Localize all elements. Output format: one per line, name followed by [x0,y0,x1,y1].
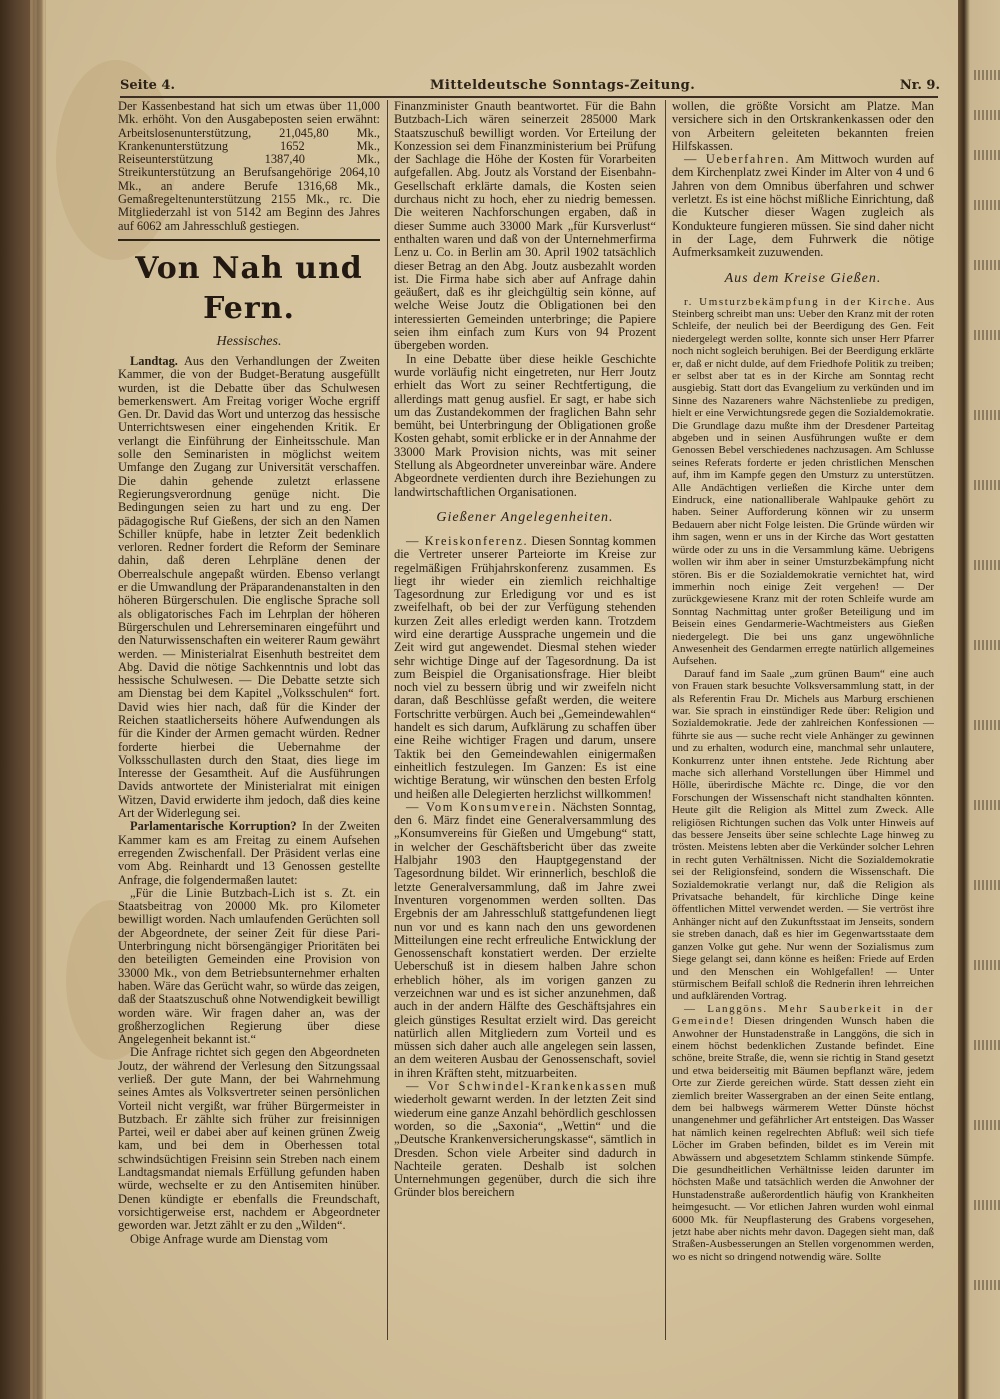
article-text: Aus Steinberg schreibt man uns: Ueber den Kranz mit der roten Schleife, der neulich bei der Beerdigung des Gen. Feit niedergelegt werden sollte, konnte sich unser Herr Pfarrer noch nicht sogleich beruhigen. Bei der Beerdigung erklärte er, daß er nicht dulde, auf dem Friedhofe Politik zu treiben; er selbst aber tat es in der Kirche am Sonntag recht ausgiebig. Statt dort das Evangelium zu verkünden und im Sinne des Nazareners wahre Nächstenliebe zu predigen, hielt er eine Verwichtungsrede gegen die Sozialdemokratie. Die Grundlage dazu mußte ihm der Dresdener Parteitag abgeben und in seinen Ausführungen wußte er dem Genossen Bebel verschiedenes nachzusagen. Am Schlusse seines Referats forderte er jeden christlichen Menschen auf, ihm im Kampfe gegen den Umsturz zu unterstützen. Alle Andächtigen verließen die Kirche unter dem Eindruck, eine nationalliberale Wahlpauke gehört zu haben. Seiner Aufforderung können wir zu unserm Bedauern aber nicht Folge leisten. Die Gründe würden wir ihm sagen, wenn er uns in der Kirche das Wort gestatten würde oder zu uns in die Versammlung käme. Uebrigens wollen wir ihm aber in seiner Umsturzbekämpfung nicht stören. Bis er die Sozialdemokratie vernichtet hat, wird immerhin noch einige Zeit vergehen! — Der zurückgewiesene Kranz mit der roten Schleife wurde am Sonntag Nachmittag unter großer Beteiligung und im Beisein eines Gendarmerie-Wachtmeisters aus Gießen niedergelegt. Die bei uns ganz ungewöhnliche Anwesenheit des Gendarmen erregte natürlich allgemeines Aufsehen. [672,295,934,668]
column-divider [387,100,388,1340]
article-krankenkassen [394,1080,656,1200]
article-korruption [118,820,380,886]
paragraph: Der Kassenbestand hat sich um etwas über 11,000 Mk. erhöht. Von den Ausgabeposten seien erwähnt: Arbeitslosenunterstützung, 21,045,80 Mk., Krankenunterstützung 1652 Mk., Reiseunterstützung 1387,40 Mk., Streikunterstützung an Berufsangehörige 2064,10 Mk., an andere Berufe 1316,68 Mk., Gemaßregeltenunterstützung 2155 Mk., rc. Die Mitgliederzahl ist von 5142 am Beginn des Jahres auf 6062 am Jahresschluß gestiegen. [118,100,380,233]
small-print-block [672,296,934,1264]
paragraph: Die Anfrage richtet sich gegen den Abgeordneten Joutz, der während der Verlesung den Sitzungssaal verließ. Der gute Mann, der bei Wahrnehmung seines Amtes als Volksvertreter seinen persönlichen Vorteil nicht vergißt, war früher Bürgermeister in Butzbach. Er zählte sich früher zur freisinnigen Partei, weil er dabei aber auf keinen grünen Zweig kam, und bei dem in Oberhessen total schwindsüchtigen Freisinn sein Streben nach einem Landtagsmandat niemals Erfüllung gefunden haben würde, wechselte er zu den Antisemiten hinüber. Denen kündigte er ebenfalls die Freundschaft, vorsichtigerweise erst, nachdem er Abgeordneter geworden war. Jetzt zählt er zu den „Wilden“. [118,1045,380,1233]
article-konsumverein [394,801,656,1080]
article-text: Nächsten Sonntag, den 6. März findet eine Generalversammlung des „Konsumvereins für Gießen und Umgebung“ statt, in welcher der Geschäftsbericht über das zweite Halbjahr 1903 den Hauptgegenstand der Tagesordnung bildet. Wir erinnerlich, beschloß die letzte Generalversammlung, daß im Jahre zwei Inventuren vorgenommen werden sollten. Das Ergebnis der am Jahresschluß stattgefundenen liegt nun vor und es kann nach den uns gewordenen Mitteilungen eine recht erfreuliche Entwicklung der Genossenschaft konstatiert werden. Der erzielte Ueberschuß ist in diesem halben Jahre schon erheblich höher, als im vorigen ganzen zu verzeichnen war und es ist sicher anzunehmen, daß auch in der andern Hälfte des Geschäftsjahres ein gleich günstiges Resultat erzielt wird. Das gereicht natürlich allen Mitgliedern zum Vorteil und es müssen sich daher auch alle angelegen sein lassen, an dem weiteren Ausbau der Genossenschaft, soviel in ihren Kräften steht, mitzuarbeiten. [394,799,656,1080]
header-rule [120,96,938,98]
issue-number: Nr. 9. [899,78,940,93]
article-lead: Landtag. [130,353,178,368]
article-lead: r. Umsturzbekämpfung in der Kirche. [684,295,913,308]
article-text: muß wiederholt gewarnt werden. In der letzten Zeit sind wiederum eine ganze Anzahl behördlich geschlossen worden, so die „Saxonia“, „Wettin“ und die „Deutsche Krankenversicherungskasse“, sämtlich in Dresden. Schon viele Arbeiter sind dadurch in Nachteile geraten. Deshalb ist solchen Unternehmungen gegenüber, durch die sich ihre Gründer blos bereichern [394,1079,656,1200]
subsection-title: Aus dem Kreise Gießen. [724,270,882,286]
page-header [120,78,940,98]
subsection-title: Hessisches. [216,333,282,349]
article-text: Aus den Verhandlungen der Zweiten Kammer, die von der Budget-Beratung ausgefüllt wurden, ist die Debatte über das Schulwesen bemerkenswert. Am Freitag voriger Woche ergriff Gen. Dr. David das Wort und unterzog das hessische Unterrichtswesen einer eingehenden Kritik. Er verlangt die Einführung der Einheitsschule. Man solle den Seminaristen in möglichst weitem Umfange den Zugang zur Universität verschaffen. Die dahin gehende zuletzt erlassene Regierungsverordnung genüge nicht. Die Bedingungen seien zu hart und zu eng. Der pädagogische Ruf Gießens, der sich an den Namen Schiller knüpfe, habe in letzter Zeit bedenklich verloren. Redner fordert die Reform der Seminare dahin, daß deren Lehrpläne denen der Oberrealschule angepaßt würden. Ebenso verlangt er die Umwandlung der Präparandenanstalten in den höheren Bürgerschulen. Die englische Sprache soll als obligatorisches Fach im Lehrplan der höheren Bürgerschulen und Lehrerseminaren eingeführt und den Naturwissenschaften ein weiterer Raum gewährt werden. — Ministerialrat Eisenhuth bestreitet dem Abg. David die nötige Sachkenntnis und lobt das hessische Schulwesen. — Die Debatte setzte sich am Dienstag bei dem Kapitel „Volksschulen“ fort. David wies hier nach, daß für die Kinder der Reichen staatlicherseits höhere Aufwendungen als für die Kinder der Armen gemacht würden. Redner forderte hierbei die Uebernahme der Volksschullasten durch den Staat, dies liege im Interesse der Gesamtheit. Auf die Ausführungen Davids antwortete der Ministerialrat mit einigen Witzen, David erwiderte ihm jedoch, daß dies keine Art der Widerlegung sei. [118,353,380,821]
article-lead: — Vom Konsumverein. [406,799,557,814]
paragraph: „Für die Linie Butzbach-Lich ist s. Zt. ein Staatsbeitrag von 20000 Mk. pro Kilometer bewilligt worden. Nach umlaufenden Gerüchten soll der Abgeordnete, der seiner Zeit für diese Pari-Unterbringung nicht börsengängiger Prioritäten bei den beteiligten Gemeinden eine Provision von 33000 Mk., von dem Betriebsunternehmer erhalten haben. Wäre das Gerücht wahr, so würde das zeigen, daß der Staatszuschuß ohne Notwendigkeit bewilligt worden wäre. Wir fragen daher an, was der großherzoglichen Regierung über diese Angelegenheit bekannt ist.“ [118,885,380,1047]
article-text: Diesen Sonntag kommen die Vertreter unserer Parteiorte im Kreise zur regelmäßigen Frühjahrskonferenz zusammen. Es liegt ihr wieder ein ziemlich reichhaltige Tagesordnung zur Erledigung vor und es ist zweifelhaft, ob bei der zur Verfügung stehenden kurzen Zeit alles erledigt werden kann. Trotzdem wird eine derartige Aussprache ungemein und die Zeit wird gut angewendet. Diesmal stehen wieder sehr wichtige Dinge auf der Tagesordnung. Da ist zum Beispiel die Organisationsfrage. Hier bleibt noch viel zu bessern übrig und wir zweifeln nicht daran, daß Beschlüsse gefaßt werden, die weitere Fortschritte verbürgen. Auch bei „Gemeindewahlen“ handelt es sich darum, Aufklärung zu schaffen über eine Reihe wichtiger Fragen und darum, unsere Taktik bei den Gemeindewahlen einigermaßen einheitlich festzulegen. Im Ganzen: Es ist eine wichtige Beratung, wir wünschen den besten Erfolg und heißen alle Delegierten herzlichst willkommen! [394,533,656,801]
page-number: Seite 4. [120,78,175,93]
article-landtag [118,355,380,820]
paragraph: Finanzminister Gnauth beantwortet. Für die Bahn Butzbach-Lich wären seinerzeit 285000 Mark Staatszuschuß bewilligt worden. Vor Erteilung der Konzession sei dem Finanzministerium bei Prüfung der Sachlage die Höhe der Kosten für Vorarbeiten aufgefallen. Abg. Joutz als Vorstand der Eisenbahn-Gesellschaft erklärte damals, die Kosten seien durchaus nicht zu hoch, eher zu niedrig bemessen. Die weiteren Nachforschungen ergaben, daß in dieser Summe auch 33000 Mark „für Kursverlust“ enthalten waren und daß von der Unternehmerfirma Lenz u. Co. in Berlin am 30. April 1902 tatsächlich dieser Betrag an den Abg. Joutz ausbezahlt worden ist. Die Firma habe sich aber auf Anfrage dahin geäußert, daß es ihr gleichgültig sein könne, auf welche Weise Joutz die Obligationen bei den interessierten Gemeinden unterbringe; die Papiere seien ihm einfach zum Kurs von 94 Prozent übergeben worden. [394,100,656,353]
column-2 [394,100,656,1350]
article-lead: — Ueberfahren. [684,152,791,167]
article-umsturz [672,296,934,668]
column-divider [665,100,666,1340]
paragraph: wollen, die größte Vorsicht am Platze. Man versichere sich in den Ortskrankenkassen oder den von Arbeitern geleiteten bekannten freien Hilfskassen. [672,100,934,153]
article-ueberfahren [672,153,934,259]
article-kreiskonferenz [394,535,656,801]
article-langgoens [672,1003,934,1264]
paragraph: Obige Anfrage wurde am Dienstag vom [130,1231,328,1246]
article-text: In der Zweiten Kammer kam es am Freitag zu einem Aufsehen erregenden Zwischenfall. Der Präsident verlas eine vom Abg. Reinhardt und 13 Genossen gestellte Anfrage, die folgendermaßen lautet: [118,819,380,887]
article-lead: Parlamentarische Korruption? [130,819,297,834]
subsection-title: Gießener Angelegenheiten. [436,509,614,525]
section-rule [118,239,380,241]
column-1 [118,100,380,1350]
adjacent-page-edge [958,0,1000,1399]
article-text: Diesen dringenden Wunsch haben die Anwohner der Hunstadenstraße in Langgöns, die sich in einem höchst bedenklichen Zustande befindet. Eine schöne, breite Straße, die, wenn sie richtig in Stand gesetzt und etwa beiderseitig mit Bäumen bepflanzt wäre, jedem Orte zur Zierde gereichen würde. Statt dessen zieht ein ziemlich breiter Wassergraben an der einen Seite entlang, dem bei halbwegs wärmerem Wetter Dünste höchst unangenehmer und gefährlicher Art entsteigen. Das Wasser hat nämlich keinen regelrechten Abfluß: weil sich tiefe Löcher im Graben befinden, bildet es im Verein mit Abwässern und abgesetztem Schlamm stinkende Sümpfe. Die gesundheitlichen Verhältnisse leiden darunter im höchsten Maße und tatsächlich werden die Anwohner der Hunstadenstraße außerordentlich häufig von Krankheiten heimgesucht. — Vor etlichen Jahren wurden wohl einmal 6000 Mk. für Neupflasterung des Grabens vorgesehen, jetzt habe aber nichts mehr davon. Dagegen sieht man, daß Straßen-Ausbesserungen an Stellen vorgenommen werden, wo es nicht so dringend notwendig wäre. Sollte [672,1015,934,1263]
paragraph: Darauf fand im Saale „zum grünen Baum“ eine auch von Frauen stark besuchte Volksversammlung statt, in der als Referentin Frau Dr. Michels aus Marburg erschienen war. Sie sprach in einstündiger Rede über: Religion und Sozialdemokratie. Jede der zahlreichen Konfessionen — führte sie aus — suche recht viele Anhänger zu gewinnen und zu erhalten, wodurch eine, manchmal sehr unlautere, Konkurrenz unter ihnen entstehe. Jede Richtung aber mache sich allerhand Vorstellungen über Himmel und Hölle, überirdische Mächte rc. Dinge, die vor den Forschungen der Wissenschaft nicht standhalten könnten. Heute gilt die Religion als Mittel zum Zweck. Alle religiösen Richtungen suchen das Volk unter Hinweis auf das bessere Jenseits über seine schlechte Lage hinweg zu trösten. Meistens lebten aber die Verkünder solcher Lehren in recht guten Verhältnissen. Nicht die Sozialdemokratie sei der Religionsfeind, sondern die Wissenschaft. Die Sozialdemokratie verlangt nur, daß die Religion als Privatsache behandelt, für kirchliche Dinge keine öffentlichen Mittel verwendet werden. — Sie vertröst ihre Anhänger nicht auf den Zukunftsstaat im Jenseits, sondern sie streben danach, daß es hier im Gegenwartsstaate dem ganzen Volke gut gehe. Nur wenn der Sozialismus zum Siege gelangt sei, dann könne es heißen: Friede auf Erden und den Menschen ein Wohlgefallen! — Unter stürmischem Beifall schloß die Rednerin ihren lehrreichen und aufklärenden Vortrag. [672,667,934,1003]
article-text: Am Mittwoch wurden auf dem Kirchenplatz zwei Kinder im Alter von 4 und 6 Jahren von dem Omnibus überfahren und schwer verletzt. Es ist eine höchst mißliche Einrichtung, daß die Kutscher dieser Wagen zugleich als Kondukteure fungieren müssen. Sie sind daher nicht in der Lage, dem Fuhrwerk die nötige Aufmerksamkeit zuzuwenden. [672,152,934,260]
newspaper-title: Mitteldeutsche Sonntags-Zeitung. [430,78,696,93]
paragraph: In eine Debatte über diese heikle Geschichte wurde vorläufig nicht eingetreten, nur Herr Joutz erhielt das Wort zu seiner Rechtfertigung, die allerdings matt genug ausfiel. Er sagt, er habe sich um das Zustandekommen der fraglichen Bahn sehr bemüht, bei Unterbringung der Obligationen große Kosten gehabt, somit erblicke er in der Annahme der 33000 Mark Provision nichts, was mit seiner Stellung als Abgeordneter unvereinbar wäre. Andere Abgeordnete verdienten durch ihre Beziehungen zu landwirtschaftlichen Organisationen. [394,351,656,499]
column-3 [672,100,934,1350]
article-lead: — Langgöns. Mehr Sauberkeit in der Gemeinde! [672,1002,934,1028]
section-title: Von Nah und Fern. [135,250,363,326]
article-lead: — Kreiskonferenz. [406,533,529,548]
article-lead: — Vor Schwindel-Krankenkassen [406,1079,628,1094]
